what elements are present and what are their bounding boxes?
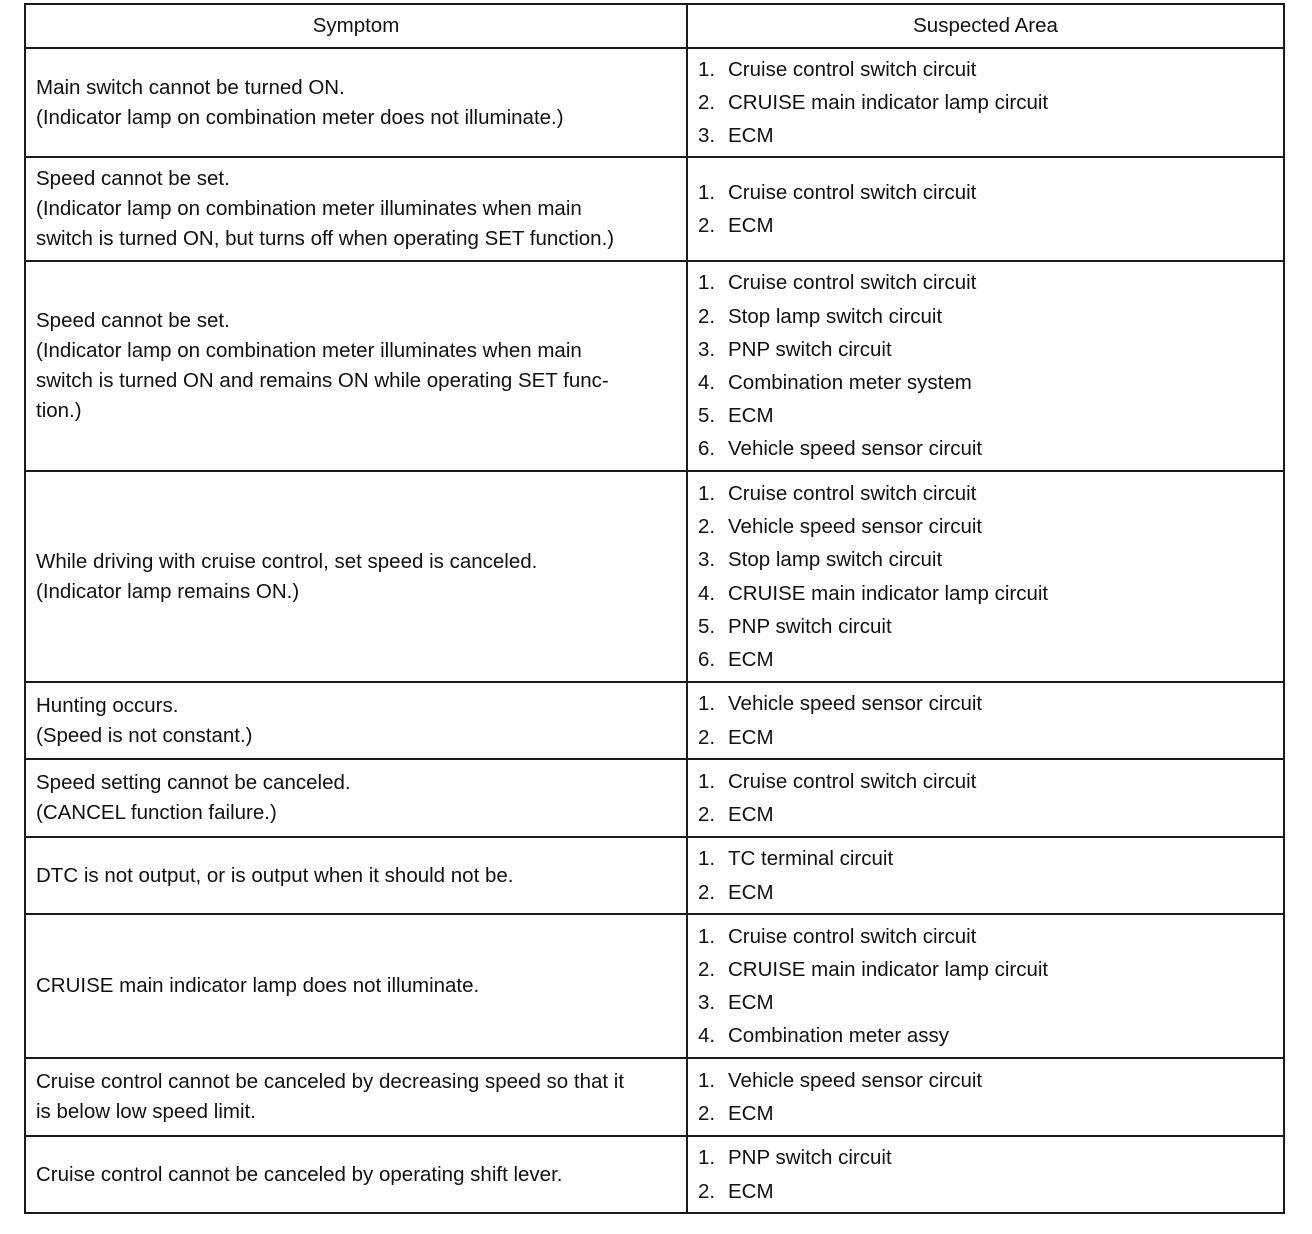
- list-item-text: Combination meter assy: [728, 1024, 950, 1048]
- table-row: [25, 471, 1284, 682]
- list-item-number: 4.: [698, 581, 716, 605]
- list-item-number: 3.: [698, 337, 716, 361]
- list-item-text: Combination meter system: [728, 371, 972, 394]
- list-item-text: PNP switch circuit: [728, 1146, 892, 1170]
- symptom-text: Speed cannot be set.: [36, 167, 230, 190]
- list-item-text: ECM: [728, 214, 774, 237]
- table-row: [25, 261, 1284, 471]
- list-item-number: 5.: [698, 614, 716, 638]
- list-item: [698, 610, 1273, 643]
- table-row: [25, 48, 1284, 157]
- list-item: [698, 1019, 1273, 1052]
- suspected-area-list: [698, 266, 1273, 465]
- symptom-text: (Indicator lamp on combination meter illuminates when main: [36, 197, 582, 220]
- list-item: [698, 687, 1273, 720]
- list-item: [698, 1064, 1273, 1097]
- list-item-text: ECM: [728, 991, 774, 1014]
- list-item-number: 2.: [698, 725, 716, 749]
- symptom-text: Speed setting cannot be canceled.: [36, 771, 351, 794]
- list-item: [698, 366, 1273, 399]
- suspected-area-cell: [687, 261, 1284, 471]
- list-item-number: 2.: [698, 957, 716, 981]
- suspected-area-list: [698, 765, 1273, 831]
- symptom-text: is below low speed limit.: [36, 1100, 256, 1123]
- list-item-number: 1.: [698, 1146, 716, 1170]
- list-item: [698, 920, 1273, 953]
- list-item: [698, 300, 1273, 333]
- list-item-number: 1.: [698, 57, 716, 81]
- suspected-area-cell: [687, 48, 1284, 157]
- table-row: [25, 682, 1284, 759]
- list-item: [698, 953, 1273, 986]
- symptom-cell: [25, 682, 687, 759]
- list-item: [698, 1175, 1273, 1208]
- suspected-area-list: [698, 687, 1273, 753]
- symptom-text: Main switch cannot be turned ON.: [36, 75, 345, 99]
- suspected-area-column-header: Suspected Area: [687, 4, 1284, 48]
- document-page: [24, 3, 1283, 1214]
- list-item-number: 1.: [698, 692, 716, 716]
- list-item-number: 2.: [698, 515, 716, 539]
- table-row: [25, 157, 1284, 261]
- list-item-text: ECM: [728, 1179, 774, 1203]
- list-item-number: 4.: [698, 1024, 716, 1048]
- list-item-number: 2.: [698, 803, 716, 826]
- suspected-area-list: [698, 1141, 1273, 1207]
- symptom-column-header: Symptom: [25, 4, 687, 48]
- suspected-area-list: [698, 53, 1273, 153]
- symptom-text: While driving with cruise control, set speed is canceled.: [36, 549, 538, 573]
- symptom-cell: [25, 837, 687, 914]
- list-item-number: 3.: [698, 548, 716, 572]
- table-body: [25, 48, 1284, 1213]
- list-item-number: 1.: [698, 180, 716, 204]
- symptom-cell: [25, 471, 687, 682]
- table-row: [25, 914, 1284, 1058]
- suspected-area-list: [698, 477, 1273, 676]
- list-item: [698, 765, 1273, 798]
- symptom-text: (Indicator lamp on combination meter does not illuminate.): [36, 105, 564, 129]
- list-item: [698, 333, 1273, 366]
- suspected-area-list: [698, 1064, 1273, 1130]
- list-item-number: 3.: [698, 991, 716, 1014]
- list-item-text: Vehicle speed sensor circuit: [728, 437, 983, 461]
- table-row: [25, 837, 1284, 914]
- list-item: [698, 510, 1273, 543]
- suspected-area-list: [698, 920, 1273, 1053]
- list-item: [698, 53, 1273, 86]
- list-item-text: ECM: [728, 803, 774, 826]
- suspected-area-cell: [687, 1136, 1284, 1213]
- list-item-text: Vehicle speed sensor circuit: [728, 1068, 983, 1092]
- suspected-area-list: [698, 176, 1273, 242]
- suspected-area-cell: [687, 914, 1284, 1058]
- list-item-text: ECM: [728, 647, 774, 671]
- list-item-number: 5.: [698, 404, 716, 428]
- list-item: [698, 543, 1273, 576]
- list-item: [698, 1141, 1273, 1174]
- symptom-text: (Speed is not constant.): [36, 723, 253, 747]
- list-item: [698, 176, 1273, 209]
- list-item-number: 2.: [698, 90, 716, 114]
- symptom-cell: [25, 1058, 687, 1136]
- list-item: [698, 1097, 1273, 1130]
- symptom-text: Hunting occurs.: [36, 693, 179, 717]
- symptom-cell: [25, 759, 687, 837]
- list-item: [698, 577, 1273, 610]
- list-item-text: Cruise control switch circuit: [728, 924, 977, 948]
- list-item: [698, 643, 1273, 676]
- list-item-text: Stop lamp switch circuit: [728, 548, 943, 572]
- symptom-text: tion.): [36, 399, 82, 422]
- list-item: [698, 986, 1273, 1019]
- symptom-text: Speed cannot be set.: [36, 309, 230, 332]
- list-item: [698, 119, 1273, 152]
- list-item-text: Stop lamp switch circuit: [728, 304, 943, 328]
- list-item-number: 2.: [698, 1102, 716, 1125]
- symptom-text: Cruise control cannot be canceled by decreasing speed so that it: [36, 1070, 625, 1093]
- symptom-text: switch is turned ON, but turns off when operating SET function.): [36, 227, 615, 250]
- list-item-number: 4.: [698, 371, 716, 394]
- list-item-text: CRUISE main indicator lamp circuit: [728, 90, 1049, 114]
- list-item-text: CRUISE main indicator lamp circuit: [728, 581, 1049, 605]
- list-item-text: Cruise control switch circuit: [728, 769, 977, 793]
- list-item-number: 6.: [698, 647, 716, 671]
- list-item-number: 3.: [698, 124, 716, 148]
- list-item-number: 1.: [698, 481, 716, 505]
- list-item-text: ECM: [728, 725, 774, 749]
- list-item-text: Cruise control switch circuit: [728, 271, 977, 295]
- list-item-number: 2.: [698, 214, 716, 237]
- symptom-text: Cruise control cannot be canceled by operating shift lever.: [36, 1162, 563, 1186]
- list-item-number: 2.: [698, 304, 716, 328]
- symptom-text: DTC is not output, or is output when it should not be.: [36, 863, 514, 887]
- list-item-text: ECM: [728, 1102, 774, 1125]
- list-item-text: ECM: [728, 404, 774, 428]
- list-item-text: Vehicle speed sensor circuit: [728, 692, 983, 716]
- list-item-text: ECM: [728, 124, 774, 148]
- suspected-area-list: [698, 842, 1273, 908]
- suspected-area-cell: [687, 157, 1284, 261]
- list-item-text: ECM: [728, 880, 774, 904]
- symptom-text: (CANCEL function failure.): [36, 801, 277, 824]
- list-item: [698, 209, 1273, 242]
- suspected-area-cell: [687, 471, 1284, 682]
- symptom-text: CRUISE main indicator lamp does not illuminate.: [36, 974, 480, 997]
- list-item-number: 2.: [698, 1179, 716, 1203]
- list-item: [698, 721, 1273, 754]
- list-item-text: Cruise control switch circuit: [728, 180, 977, 204]
- suspected-area-cell: [687, 682, 1284, 759]
- list-item-number: 1.: [698, 271, 716, 295]
- symptom-cell: [25, 48, 687, 157]
- list-item: [698, 266, 1273, 299]
- list-item: [698, 86, 1273, 119]
- list-item-number: 1.: [698, 847, 716, 871]
- symptom-cell: [25, 157, 687, 261]
- list-item-number: 6.: [698, 437, 716, 461]
- list-item-text: Vehicle speed sensor circuit: [728, 515, 983, 539]
- list-item-text: TC terminal circuit: [728, 847, 894, 871]
- suspected-area-cell: [687, 1058, 1284, 1136]
- symptom-cell: [25, 914, 687, 1058]
- table-row: [25, 1136, 1284, 1213]
- list-item-number: 2.: [698, 880, 716, 904]
- list-item: [698, 399, 1273, 432]
- table-row: [25, 759, 1284, 837]
- list-item: [698, 798, 1273, 831]
- list-item: [698, 876, 1273, 909]
- table-header-row: [25, 4, 1284, 48]
- suspected-area-cell: [687, 759, 1284, 837]
- list-item: [698, 477, 1273, 510]
- list-item-number: 1.: [698, 769, 716, 793]
- list-item-number: 1.: [698, 1068, 716, 1092]
- problem-symptoms-table: [24, 3, 1285, 1214]
- symptom-text: (Indicator lamp on combination meter illuminates when main: [36, 339, 582, 362]
- list-item-text: PNP switch circuit: [728, 337, 892, 361]
- symptom-cell: [25, 1136, 687, 1213]
- table-row: [25, 1058, 1284, 1136]
- list-item-text: Cruise control switch circuit: [728, 57, 977, 81]
- symptom-text: (Indicator lamp remains ON.): [36, 579, 300, 603]
- symptom-cell: [25, 261, 687, 471]
- list-item-text: CRUISE main indicator lamp circuit: [728, 957, 1049, 981]
- list-item-text: Cruise control switch circuit: [728, 481, 977, 505]
- list-item: [698, 432, 1273, 465]
- list-item-text: PNP switch circuit: [728, 614, 892, 638]
- list-item: [698, 842, 1273, 875]
- suspected-area-cell: [687, 837, 1284, 914]
- list-item-number: 1.: [698, 924, 716, 948]
- symptom-text: switch is turned ON and remains ON while operating SET func-: [36, 369, 609, 392]
